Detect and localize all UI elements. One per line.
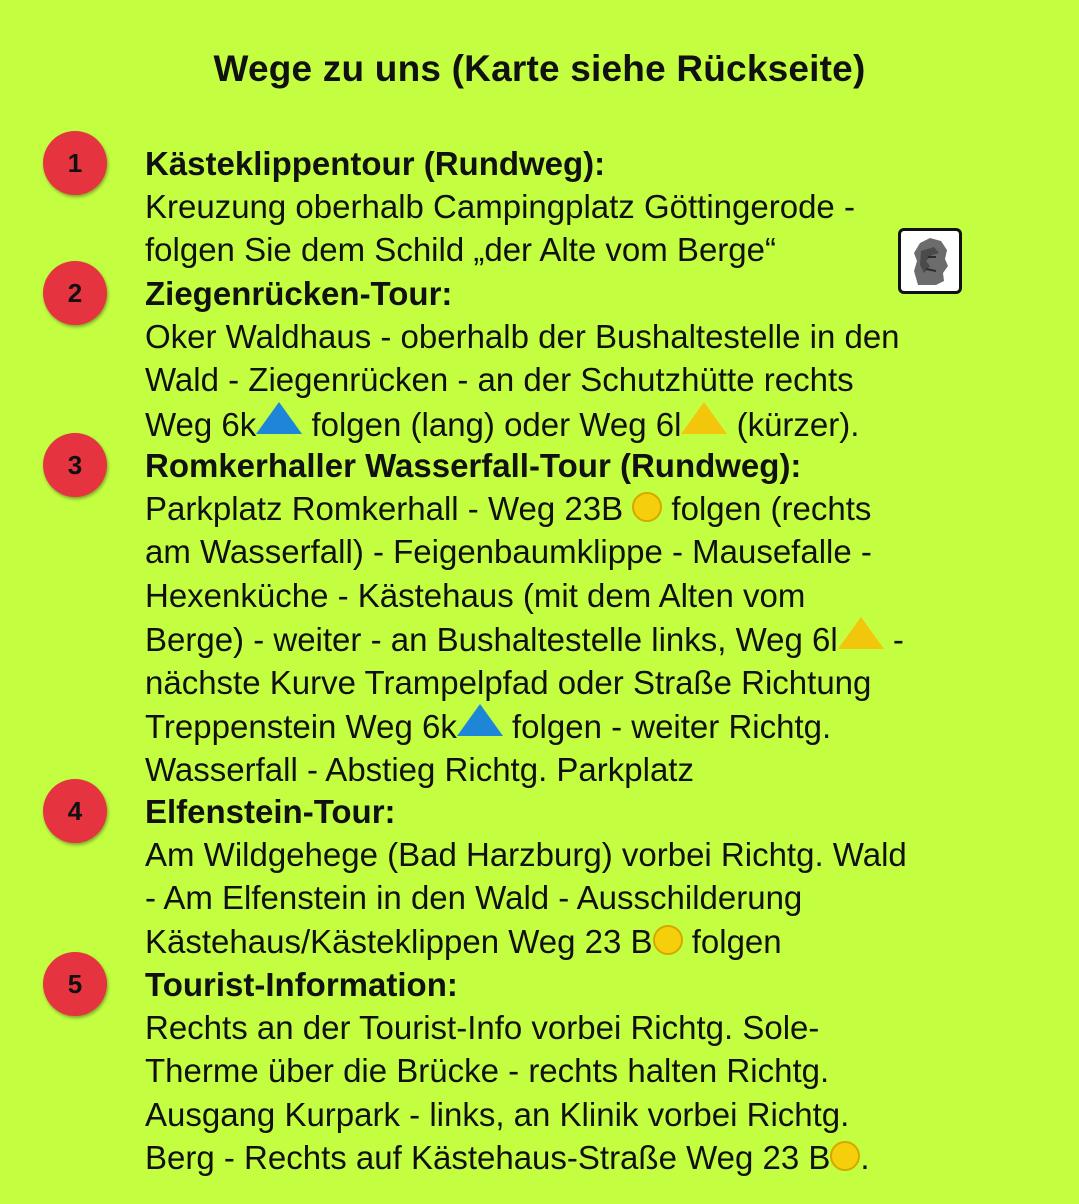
- route-text: folgen: [682, 922, 782, 960]
- yellow-triangle-icon: [681, 402, 727, 434]
- route-text: .: [860, 1138, 870, 1176]
- route-text: folgen (lang) oder Weg 6l: [302, 405, 682, 443]
- route-heading: Romkerhaller Wasserfall-Tour (Rundweg):: [145, 447, 802, 484]
- yellow-circle-icon: [632, 492, 662, 522]
- route-tourist-information: [145, 963, 1055, 1179]
- route-heading: Kästeklippentour (Rundweg):: [145, 145, 606, 182]
- route-number-badge: 3: [43, 433, 107, 497]
- route-heading: Ziegenrücken-Tour:: [145, 275, 453, 312]
- route-text-line: [145, 704, 1055, 748]
- route-text-line: - Am Elfenstein in den Wald - Ausschilderung: [145, 879, 803, 917]
- yellow-triangle-icon: [838, 617, 884, 649]
- route-text: Berge) - weiter - an Bushaltestelle links, Weg 6l: [145, 620, 838, 658]
- yellow-circle-icon: [830, 1141, 860, 1171]
- route-text-line: Hexenküche - Kästehaus (mit dem Alten vom: [145, 576, 806, 614]
- route-text-line: [145, 920, 1055, 963]
- route-text-line: Wasserfall - Abstieg Richtg. Parkplatz: [145, 751, 694, 789]
- route-text: (kürzer).: [727, 405, 860, 443]
- route-number-badge: 2: [43, 261, 107, 325]
- route-romkerhaller-wasserfall-tour: [145, 444, 1055, 792]
- route-text-line: Wald - Ziegenrücken - an der Schutzhütte rechts: [145, 361, 854, 399]
- route-heading: Elfenstein-Tour:: [145, 793, 396, 830]
- route-text-line: Rechts an der Tourist-Info vorbei Richtg. Sole-: [145, 1009, 820, 1047]
- route-text: Parkplatz Romkerhall - Weg 23B: [145, 490, 624, 528]
- route-text: Treppenstein Weg 6k: [145, 708, 457, 746]
- route-elfenstein-tour: [145, 790, 1055, 963]
- route-text-line: Kreuzung oberhalb Campingplatz Göttingerode -: [145, 188, 855, 226]
- page-title: Wege zu uns (Karte siehe Rückseite): [213, 48, 866, 89]
- route-text-line: Therme über die Brücke - rechts halten Richtg.: [145, 1052, 830, 1090]
- route-text-line: am Wasserfall) - Feigenbaumklippe - Mausefalle -: [145, 533, 872, 571]
- route-text-line: Ausgang Kurpark - links, an Klinik vorbei Richtg.: [145, 1095, 850, 1133]
- route-text-line: [145, 617, 1055, 661]
- blue-triangle-icon: [457, 704, 503, 736]
- route-text: folgen (rechts: [662, 490, 872, 528]
- route-text-line: [145, 1136, 1055, 1179]
- route-text-line: [145, 487, 1055, 530]
- route-text-line: [145, 402, 1055, 446]
- route-number-badge: 1: [43, 131, 107, 195]
- route-text: folgen - weiter Richtg.: [502, 708, 832, 746]
- route-text-line: Am Wildgehege (Bad Harzburg) vorbei Richtg. Wald: [145, 836, 907, 874]
- route-text: Berg - Rechts auf Kästehaus-Straße Weg 23 B: [145, 1138, 831, 1176]
- route-number-badge: 4: [43, 779, 107, 843]
- route-number-badge: 5: [43, 952, 107, 1016]
- yellow-circle-icon: [653, 925, 683, 955]
- route-ziegenruecken-tour: [145, 272, 1055, 446]
- route-text: Weg 6k: [145, 405, 257, 443]
- route-text: Kästehaus/Kästeklippen Weg 23 B: [145, 922, 653, 960]
- route-text-line: folgen Sie dem Schild „der Alte vom Berge“: [145, 231, 776, 269]
- route-text-line: Oker Waldhaus - oberhalb der Bushaltestelle in den: [145, 318, 900, 356]
- route-text: -: [883, 620, 904, 658]
- route-heading: Tourist-Information:: [145, 966, 458, 1003]
- route-text-line: nächste Kurve Trampelpfad oder Straße Richtung: [145, 664, 872, 702]
- blue-triangle-icon: [256, 402, 302, 434]
